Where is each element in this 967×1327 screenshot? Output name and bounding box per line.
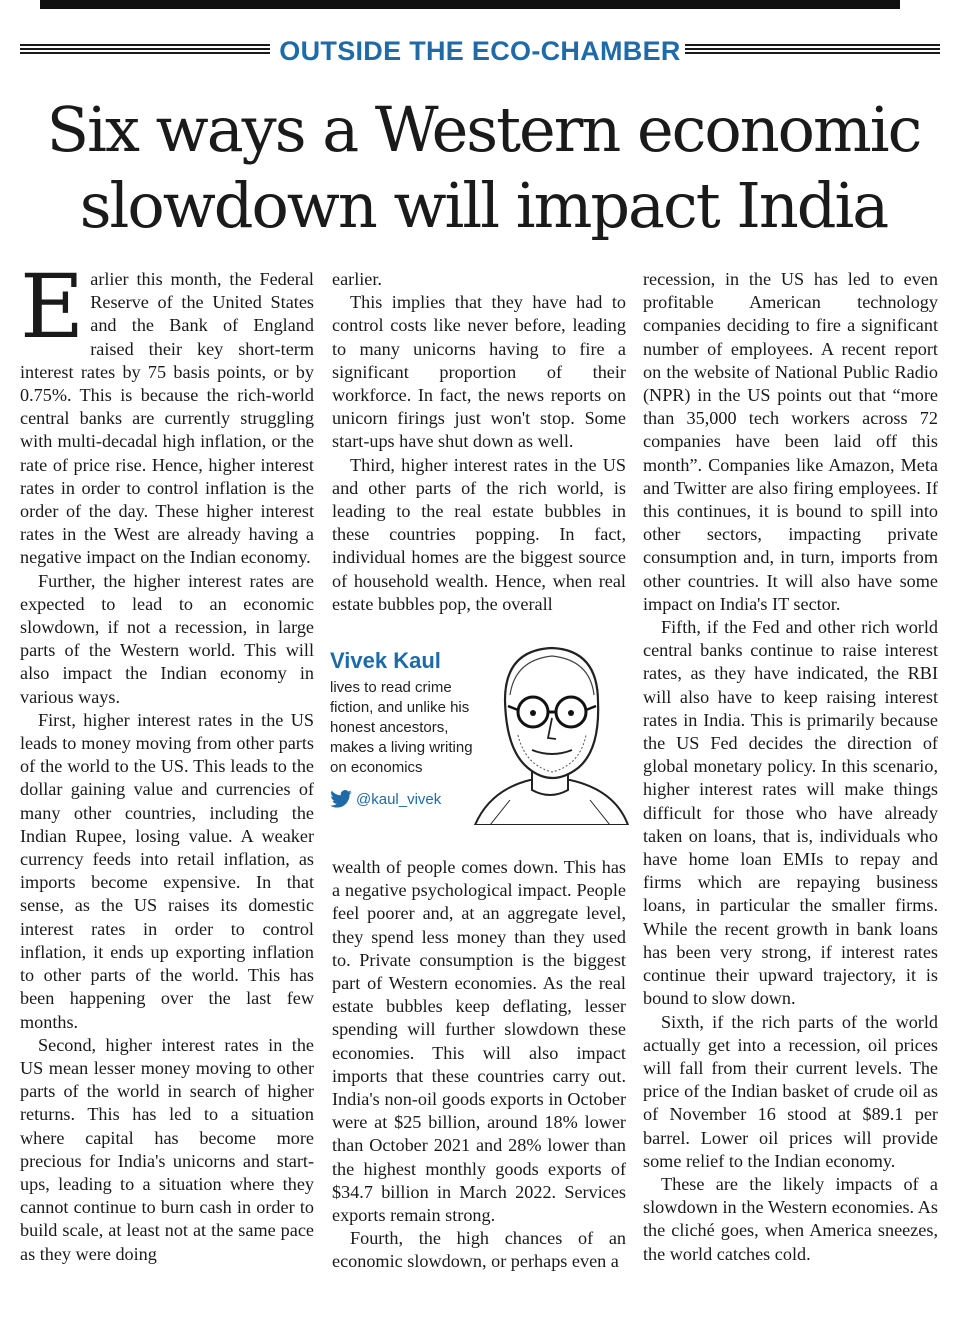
kicker-rule-right (685, 44, 940, 58)
headline (10, 92, 957, 244)
twitter-bird-icon (330, 790, 352, 808)
paragraph: earlier. (332, 269, 382, 289)
author-bio: lives to read crime fiction, and unlike his honest ancestors, makes a living writing on economics (330, 679, 473, 776)
paragraph: Fifth, if the Fed and other rich world central banks continue to raise interest rates, as they have indicated, the RBI will also have to keep raising interest rates in India. This is primarily because the US Fed decides the direction of global monetary policy. In this scenario, higher interest rates will make things difficult for those who have already taken on loans, that is, individuals who have home loan EMIs to repay and firms which are repaying business loans, in particular the smaller firms. While the recent growth in bank loans has been very strong, if interest rates continue their upward trajectory, it is bound to slow down. (643, 617, 938, 1009)
paragraph: recession, in the US has led to even profitable American technology companies deciding to fire a significant number of employees. A recent report on the website of National Public Radio (NPR) in the US points out that “more than 35,000 tech workers across 72 companies have been laid off this month”. Companies like Amazon, Meta and Twitter are also firing employees. If this continues, it is bound to spill into other sectors, impacting private consumption and, in turn, imports from other countries. It will also have some impact on India's IT sector. (643, 269, 938, 614)
paragraph: This implies that they have had to control costs like never before, leading to many unicorns having to fire a significant proportion of their workforce. In fact, the news reports on unicorn firings just won't stop. Some start-ups have shut down as well. (332, 292, 626, 452)
kicker-row (20, 34, 940, 68)
top-rule (40, 0, 900, 9)
article-column-1 (20, 255, 314, 1266)
article-column-3 (643, 268, 938, 1266)
paragraph: These are the likely impacts of a slowdown in the Western economies. As the cliché goes, when America sneezes, the world catches cold. (643, 1173, 938, 1264)
section-kicker: OUTSIDE THE ECO-CHAMBER (279, 36, 681, 66)
headline-line-2: slowdown will impact India (79, 169, 888, 242)
author-box (330, 640, 630, 850)
drop-cap: E (20, 255, 85, 358)
headline-line-1: Six ways a Western economic (46, 93, 921, 166)
article-column-2-bottom (332, 856, 626, 1274)
paragraph: wealth of people comes down. This has a negative psychological impact. People feel poorer and, at an aggregate level, they spend less money than they used to. Private consumption is the biggest part of Western economies. As the real estate bubbles keep deflating, lesser spending will further slowdown these economies. This will also impact imports that these countries carry out. India's non-oil goods exports in October were at $25 billion, around 18% lower than October 2021 and 28% lower than the highest monthly goods exports of $34.7 billion in March 2022. Services exports remain strong. (332, 857, 626, 1226)
author-portrait-illustration (470, 640, 630, 825)
paragraph: Further, the higher interest rates are expected to lead to an economic slowdown, if not a recession, in large parts of the Western world. This will also impact the Indian economy in various ways. (20, 570, 314, 707)
author-handle[interactable] (330, 790, 441, 808)
kicker-rule-left (20, 44, 270, 58)
paragraph: Sixth, if the rich parts of the world actually get into a recession, oil prices will fall from their current levels. The price of the Indian basket of crude oil as of November 16 stood at $89.1 per barrel. Lower oil prices will provide some relief to the Indian economy. (643, 1011, 938, 1171)
article-column-2-top (332, 268, 626, 616)
paragraph: Second, higher interest rates in the US mean lesser money moving to other parts of the world in search of higher returns. This has led to a situation where capital has become more precious for India's unicorns and start-ups, leading to a situation where they cannot continue to burn cash in order to build scale, at least not at the same pace as they were doing (20, 1034, 314, 1264)
paragraph: Fourth, the high chances of an economic slowdown, or perhaps even a (332, 1228, 626, 1272)
author-handle-text: @kaul_vivek (356, 790, 442, 808)
paragraph (20, 255, 314, 570)
paragraph: Third, higher interest rates in the US and other parts of the rich world, is leading to the real estate bubbles in these countries popping. In fact, individual homes are the biggest source of household wealth. Hence, when real estate bubbles pop, the overall (332, 454, 626, 614)
paragraph: First, higher interest rates in the US leads to money moving from other parts of the world to the US. This leads to the dollar gaining value and currencies of many other countries, including the Indian Rupee, losing value. A weaker currency feeds into retail inflation, as imports become expensive. In that sense, as the US raises its domestic interest rates in order to control inflation, it ends up exporting inflation to other parts of the world. This has been happening over the last few months. (20, 709, 314, 1032)
author-name: Vivek Kaul (330, 648, 441, 673)
paragraph-text: arlier this month, the Federal Reserve of the United States and the Bank of England raised their key short-term interest rates by 75 basis points, or by 0.75%. This is because the rich-world central banks are currently struggling with multi-decadal high inflation, or the rate of price rise. Hence, higher interest rates in order to control inflation is the order of the day. These higher interest rates in the West are already having a negative impact on the Indian economy. (20, 269, 314, 568)
